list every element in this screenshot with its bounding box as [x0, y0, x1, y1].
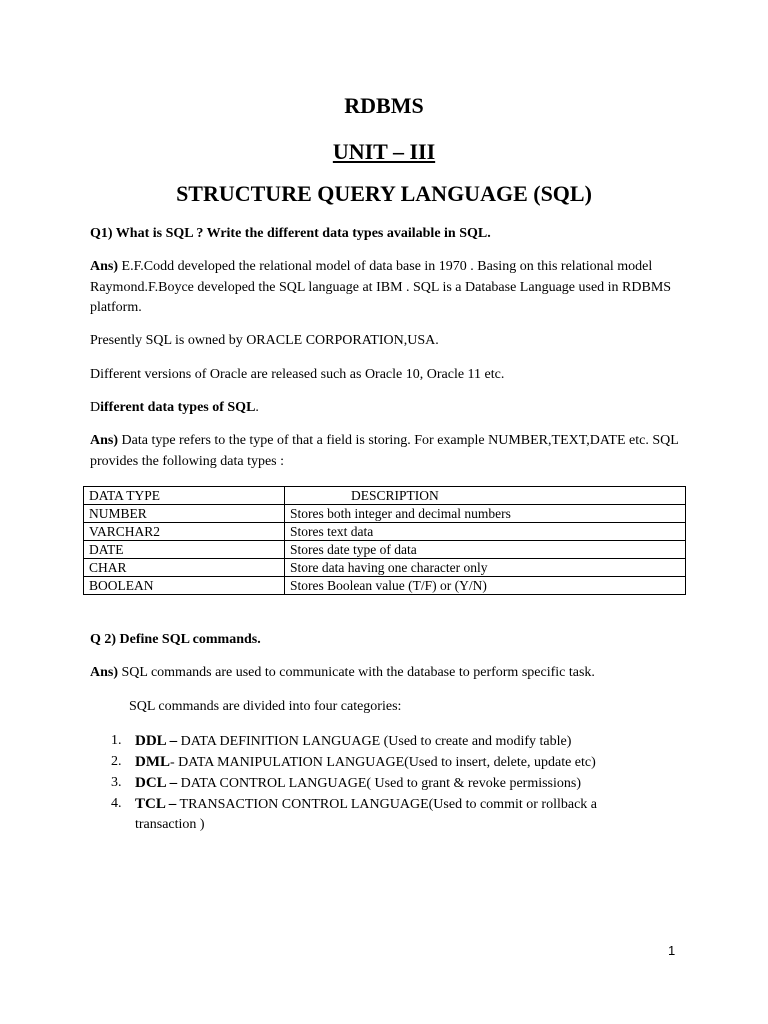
subheading-initial: D	[90, 400, 101, 415]
topic-title: STRUCTURE QUERY LANGUAGE (SQL)	[176, 181, 592, 206]
data-types-table	[83, 486, 686, 595]
list-number: 3.	[111, 775, 122, 790]
command-abbr: DCL –	[135, 775, 178, 791]
subject-title: RDBMS	[344, 93, 424, 118]
table-header-cell: DATA TYPE	[84, 487, 285, 505]
command-abbr: DML	[135, 754, 170, 770]
owner-paragraph: Presently SQL is owned by ORACLE CORPORATION,USA.	[90, 333, 439, 348]
table-row	[84, 523, 686, 541]
table-cell: VARCHAR2	[84, 523, 285, 541]
answer-2-paragraph	[90, 663, 680, 684]
sql-command-list	[90, 731, 650, 835]
answer-label: Ans)	[90, 433, 119, 448]
table-cell: BOOLEAN	[84, 577, 285, 595]
table-cell: NUMBER	[84, 505, 285, 523]
command-abbr: TCL –	[135, 796, 177, 812]
command-desc: DATA CONTROL LANGUAGE( Used to grant & revoke permissions)	[177, 776, 582, 791]
answer-label: Ans)	[90, 665, 119, 680]
table-cell: CHAR	[84, 559, 285, 577]
command-desc: - DATA MANIPULATION LANGUAGE(Used to insert, delete, update etc)	[170, 755, 596, 770]
table-cell: Stores date type of data	[285, 541, 686, 559]
page-number: 1	[668, 943, 676, 958]
list-number: 1.	[111, 733, 122, 748]
table-row	[84, 541, 686, 559]
table-header-row	[84, 487, 686, 505]
answer-label: Ans)	[90, 259, 119, 274]
answer-1b-paragraph	[90, 431, 680, 472]
list-number: 4.	[111, 796, 122, 811]
list-item	[90, 773, 650, 794]
list-item	[90, 794, 650, 835]
subheading-dot: .	[255, 400, 259, 415]
command-desc: DATA DEFINITION LANGUAGE (Used to create and modify table)	[177, 734, 572, 749]
unit-title: UNIT – III	[332, 139, 436, 164]
list-item	[90, 752, 650, 773]
table-header-cell: DESCRIPTION	[285, 487, 686, 505]
table-cell: Stores Boolean value (T/F) or (Y/N)	[285, 577, 686, 595]
data-types-subheading	[90, 398, 680, 419]
answer-text: E.F.Codd developed the relational model of data base in 1970 . Basing on this relational model Raymond.F.Boyce developed the SQL language at IBM . SQL is a Database Language used in RDBMS platform.	[90, 259, 672, 315]
list-item	[90, 731, 650, 752]
table-cell: Stores text data	[285, 523, 686, 541]
table-row	[84, 505, 686, 523]
list-number: 2.	[111, 754, 122, 769]
subheading-text: ifferent data types of SQL	[100, 400, 256, 415]
table-cell: DATE	[84, 541, 285, 559]
answer-text: SQL commands are used to communicate with the database to perform specific task.	[118, 665, 595, 680]
command-abbr: DDL –	[135, 733, 178, 749]
versions-paragraph: Different versions of Oracle are released such as Oracle 10, Oracle 11 etc.	[90, 367, 505, 382]
answer-text: Data type refers to the type of that a field is storing. For example NUMBER,TEXT,DATE etc. SQL provides the following data types :	[90, 433, 679, 469]
command-desc: TRANSACTION CONTROL LANGUAGE(Used to commit or rollback a transaction )	[135, 797, 597, 832]
table-row	[84, 577, 686, 595]
categories-intro: SQL commands are divided into four categories:	[129, 699, 402, 714]
question-1: Q1) What is SQL ? Write the different data types available in SQL.	[90, 226, 491, 241]
table-cell: Store data having one character only	[285, 559, 686, 577]
table-cell: Stores both integer and decimal numbers	[285, 505, 686, 523]
question-2: Q 2) Define SQL commands.	[90, 632, 261, 647]
answer-1-paragraph	[90, 257, 680, 319]
table-row	[84, 559, 686, 577]
